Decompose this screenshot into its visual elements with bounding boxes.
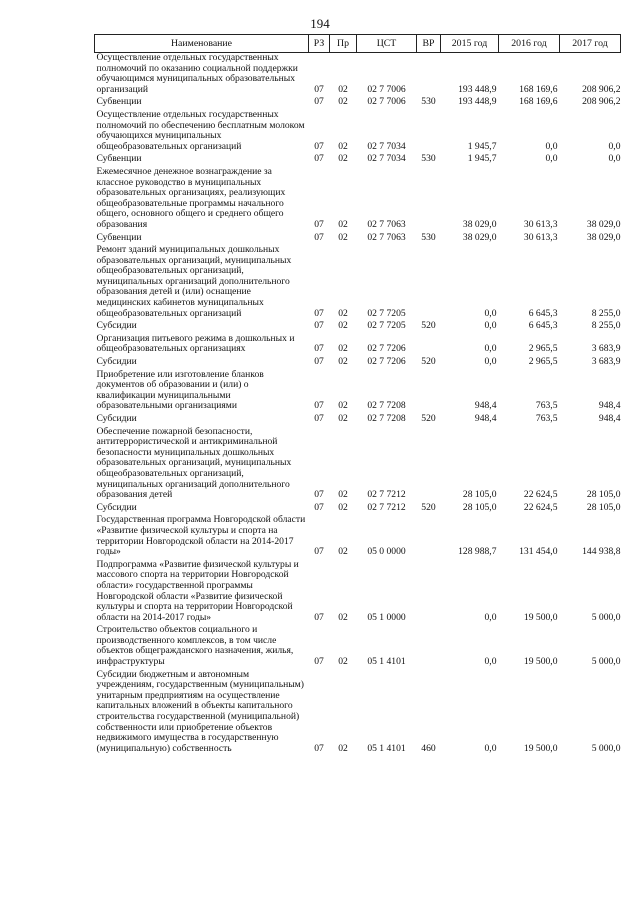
cell-cst: 05 0 0000 bbox=[367, 546, 406, 558]
cell-cst: 02 7 7063 bbox=[367, 231, 406, 243]
cell-y2017: 38 029,0 bbox=[586, 231, 621, 243]
cell-pr: 02 bbox=[338, 413, 348, 424]
cell-vr: 520 bbox=[421, 356, 436, 368]
cell-rz: 07 bbox=[314, 356, 324, 368]
table-row bbox=[95, 53, 621, 98]
cell-pr: 02 bbox=[338, 153, 348, 165]
cell-vr bbox=[417, 560, 441, 626]
cell-name: Осуществление отдельных государственных полномочий по оказанию социальной поддержки обучающимся муниципальных образовательных организаций bbox=[96, 52, 298, 95]
cell-name: Субсидии bbox=[96, 320, 137, 332]
table-row bbox=[95, 560, 621, 626]
cell-cst: 02 7 7206 bbox=[367, 356, 406, 368]
cell-vr bbox=[417, 515, 441, 559]
cell-pr: 02 bbox=[338, 489, 348, 501]
cell-cst: 02 7 7063 bbox=[367, 218, 406, 230]
cell-y2016: 22 624,5 bbox=[523, 489, 558, 501]
cell-y2016: 22 624,5 bbox=[523, 501, 558, 513]
cell-rz: 07 bbox=[314, 742, 324, 754]
header-vr: ВР bbox=[417, 35, 441, 53]
cell-pr: 02 bbox=[338, 83, 348, 95]
cell-rz: 07 bbox=[314, 153, 324, 165]
table-row bbox=[95, 427, 621, 503]
cell-y2016: 19 500,0 bbox=[523, 611, 558, 623]
cell-y2016: 131 454,0 bbox=[519, 546, 558, 558]
cell-name: Обеспечение пожарной безопасности, антитеррористической и антикриминальной безопасности муниципальных дошкольных образовательных организаций, муниципальных общеобразовательных организаций, муниципальных организаций дополнительного образования детей bbox=[96, 425, 292, 501]
table-row bbox=[95, 357, 621, 370]
table-row bbox=[95, 334, 621, 357]
cell-vr bbox=[417, 427, 441, 503]
cell-y2016: 0,0 bbox=[545, 153, 558, 165]
cell-y2015: 0,0 bbox=[484, 343, 497, 355]
cell-rz: 07 bbox=[314, 218, 324, 230]
cell-name: Субсидии бюджетным и автономным учреждениям, государственным (муниципальным) унитарным предприятиям на осуществление капитальных вложений в объекты капитального строительства государственной (муниципальной) собственности или приобретение объектов недвижимого имущества в государственную (муниципальную) собственность bbox=[96, 668, 304, 754]
cell-y2015: 948,4 bbox=[474, 413, 497, 424]
cell-y2016: 6 645,3 bbox=[528, 307, 558, 319]
cell-name: Государственная программа Новгородской области «Развитие физической культуры и спорта на территории Новгородской области на 2014-2017 годы» bbox=[96, 514, 306, 558]
cell-y2017: 3 683,9 bbox=[591, 343, 621, 355]
header-2017: 2017 год bbox=[560, 35, 621, 53]
cell-pr: 02 bbox=[338, 140, 348, 152]
cell-rz: 07 bbox=[314, 611, 324, 623]
cell-y2017: 28 105,0 bbox=[586, 501, 621, 513]
cell-cst: 02 7 7205 bbox=[367, 307, 406, 319]
cell-rz: 07 bbox=[314, 400, 324, 412]
header-name: Наименование bbox=[95, 35, 309, 53]
cell-y2015: 0,0 bbox=[484, 320, 497, 332]
cell-name: Субвенции bbox=[96, 231, 142, 243]
cell-y2017: 5 000,0 bbox=[591, 742, 621, 754]
cell-y2016: 30 613,3 bbox=[523, 231, 558, 243]
cell-rz: 07 bbox=[314, 413, 324, 424]
cell-y2015: 0,0 bbox=[484, 356, 497, 368]
cell-cst: 02 7 7212 bbox=[367, 489, 406, 501]
cell-pr: 02 bbox=[338, 356, 348, 368]
cell-name: Осуществление отдельных государственных полномочий по обеспечению бесплатным молоком обучающихся муниципальных общеобразовательных организаций bbox=[96, 108, 305, 152]
cell-pr: 02 bbox=[338, 611, 348, 623]
cell-rz: 07 bbox=[314, 546, 324, 558]
cell-name: Ежемесячное денежное вознаграждение за классное руководство в муниципальных образовательных организациях, реализующих общеобразовательные программы начального общего, основного общего и среднего общего образования bbox=[96, 165, 286, 230]
header-rz: РЗ bbox=[309, 35, 330, 53]
cell-cst: 05 1 4101 bbox=[367, 656, 406, 668]
table-row bbox=[95, 625, 621, 669]
cell-cst: 02 7 7208 bbox=[367, 400, 406, 412]
cell-vr bbox=[417, 334, 441, 357]
cell-vr: 460 bbox=[421, 742, 436, 754]
cell-vr bbox=[417, 53, 441, 98]
cell-y2016: 19 500,0 bbox=[523, 656, 558, 668]
table-row bbox=[95, 245, 621, 321]
cell-name: Приобретение или изготовление бланков документов об образовании и (или) о квалификации муниципальными образовательными организациями bbox=[96, 368, 264, 412]
cell-y2016: 168 169,6 bbox=[519, 83, 558, 95]
table-row bbox=[95, 110, 621, 154]
cell-y2016: 763,5 bbox=[535, 400, 558, 412]
cell-name: Субвенции bbox=[96, 96, 142, 108]
cell-y2017: 8 255,0 bbox=[591, 307, 621, 319]
cell-rz: 07 bbox=[314, 83, 324, 95]
cell-vr: 520 bbox=[421, 413, 436, 424]
cell-vr bbox=[417, 167, 441, 233]
cell-pr: 02 bbox=[338, 307, 348, 319]
cell-y2017: 948,4 bbox=[598, 413, 621, 424]
cell-cst: 02 7 7006 bbox=[367, 83, 406, 95]
cell-name: Субвенции bbox=[96, 153, 142, 165]
table-row bbox=[95, 515, 621, 559]
cell-vr: 530 bbox=[421, 153, 436, 165]
cell-y2017: 144 938,8 bbox=[582, 546, 621, 558]
cell-y2015: 0,0 bbox=[484, 307, 497, 319]
cell-cst: 05 1 4101 bbox=[367, 742, 406, 754]
cell-cst: 02 7 7206 bbox=[367, 343, 406, 355]
cell-y2017: 0,0 bbox=[608, 153, 621, 165]
cell-rz: 07 bbox=[314, 343, 324, 355]
cell-cst: 02 7 7205 bbox=[367, 320, 406, 332]
cell-pr: 02 bbox=[338, 656, 348, 668]
cell-y2015: 128 988,7 bbox=[458, 546, 497, 558]
cell-y2015: 193 448,9 bbox=[458, 83, 497, 95]
cell-y2017: 3 683,9 bbox=[591, 356, 621, 368]
page-number: 194 bbox=[310, 16, 330, 31]
table-row bbox=[95, 370, 621, 414]
cell-y2016: 0,0 bbox=[545, 140, 558, 152]
cell-y2015: 193 448,9 bbox=[458, 96, 497, 108]
cell-y2017: 5 000,0 bbox=[591, 656, 621, 668]
cell-y2015: 948,4 bbox=[474, 400, 497, 412]
cell-vr bbox=[417, 110, 441, 154]
cell-y2015: 1 945,7 bbox=[467, 153, 497, 165]
cell-y2015: 38 029,0 bbox=[462, 231, 497, 243]
cell-rz: 07 bbox=[314, 140, 324, 152]
cell-cst: 05 1 0000 bbox=[367, 611, 406, 623]
header-pr: Пр bbox=[330, 35, 357, 53]
cell-rz: 07 bbox=[314, 501, 324, 513]
cell-y2015: 28 105,0 bbox=[462, 489, 497, 501]
cell-y2017: 208 906,2 bbox=[582, 83, 621, 95]
cell-y2016: 19 500,0 bbox=[523, 742, 558, 754]
cell-y2016: 2 965,5 bbox=[528, 356, 558, 368]
header-2015: 2015 год bbox=[441, 35, 499, 53]
cell-name: Ремонт зданий муниципальных дошкольных образовательных организаций, муниципальных общеобразовательных организаций, муниципальных организаций дополнительного образования детей и (или) оснащение медицинских кабинетов муниципальных общеобразовательных организаций bbox=[96, 244, 292, 319]
cell-y2015: 0,0 bbox=[484, 611, 497, 623]
cell-vr: 530 bbox=[421, 96, 436, 108]
cell-pr: 02 bbox=[338, 231, 348, 243]
cell-y2017: 948,4 bbox=[598, 400, 621, 412]
cell-y2016: 763,5 bbox=[535, 413, 558, 424]
table-row bbox=[95, 670, 621, 757]
cell-y2015: 0,0 bbox=[484, 742, 497, 754]
cell-pr: 02 bbox=[338, 742, 348, 754]
cell-vr bbox=[417, 370, 441, 414]
cell-cst: 02 7 7212 bbox=[367, 501, 406, 513]
cell-rz: 07 bbox=[314, 320, 324, 332]
cell-y2015: 38 029,0 bbox=[462, 218, 497, 230]
cell-pr: 02 bbox=[338, 343, 348, 355]
cell-pr: 02 bbox=[338, 96, 348, 108]
cell-vr: 520 bbox=[421, 320, 436, 332]
cell-cst: 02 7 7034 bbox=[367, 140, 406, 152]
cell-name: Строительство объектов социального и производственного комплексов, в том числе объектов общегражданского назначения, жилья, инфраструктуры bbox=[96, 624, 294, 668]
cell-name: Субсидии bbox=[96, 501, 137, 513]
cell-pr: 02 bbox=[338, 218, 348, 230]
cell-y2015: 0,0 bbox=[484, 656, 497, 668]
cell-vr bbox=[417, 245, 441, 321]
cell-y2016: 168 169,6 bbox=[519, 96, 558, 108]
cell-pr: 02 bbox=[338, 501, 348, 513]
table-row bbox=[95, 321, 621, 334]
table-row bbox=[95, 414, 621, 427]
cell-y2016: 2 965,5 bbox=[528, 343, 558, 355]
table-row bbox=[95, 167, 621, 233]
cell-y2016: 6 645,3 bbox=[528, 320, 558, 332]
header-2016: 2016 год bbox=[499, 35, 560, 53]
cell-cst: 02 7 7034 bbox=[367, 153, 406, 165]
cell-vr: 520 bbox=[421, 501, 436, 513]
cell-y2017: 8 255,0 bbox=[591, 320, 621, 332]
cell-pr: 02 bbox=[338, 320, 348, 332]
cell-vr bbox=[417, 625, 441, 669]
cell-y2016: 30 613,3 bbox=[523, 218, 558, 230]
cell-name: Субсидии bbox=[96, 413, 137, 424]
cell-y2015: 1 945,7 bbox=[467, 140, 497, 152]
cell-y2015: 28 105,0 bbox=[462, 501, 497, 513]
cell-y2017: 38 029,0 bbox=[586, 218, 621, 230]
cell-cst: 02 7 7006 bbox=[367, 96, 406, 108]
header-cst: ЦСТ bbox=[357, 35, 417, 53]
cell-name: Организация питьевого режима в дошкольных и общеобразовательных организациях bbox=[96, 332, 295, 355]
cell-name: Подпрограмма «Развитие физической культуры и массового спорта на территории Новгородской области» государственной программы Новгородской области «Развитие физической культуры и спорта на территории Новгородской области на 2014-2017 годы» bbox=[96, 558, 299, 623]
cell-name: Субсидии bbox=[96, 356, 137, 368]
cell-rz: 07 bbox=[314, 656, 324, 668]
cell-y2017: 0,0 bbox=[608, 140, 621, 152]
cell-rz: 07 bbox=[314, 489, 324, 501]
cell-y2017: 5 000,0 bbox=[591, 611, 621, 623]
cell-y2017: 208 906,2 bbox=[582, 96, 621, 108]
cell-rz: 07 bbox=[314, 307, 324, 319]
cell-pr: 02 bbox=[338, 546, 348, 558]
budget-table bbox=[94, 34, 621, 756]
cell-rz: 07 bbox=[314, 96, 324, 108]
cell-rz: 07 bbox=[314, 231, 324, 243]
table-header-row bbox=[95, 35, 621, 53]
cell-y2017: 28 105,0 bbox=[586, 489, 621, 501]
cell-vr: 530 bbox=[421, 231, 436, 243]
cell-pr: 02 bbox=[338, 400, 348, 412]
table-body bbox=[95, 53, 621, 757]
cell-cst: 02 7 7208 bbox=[367, 413, 406, 424]
